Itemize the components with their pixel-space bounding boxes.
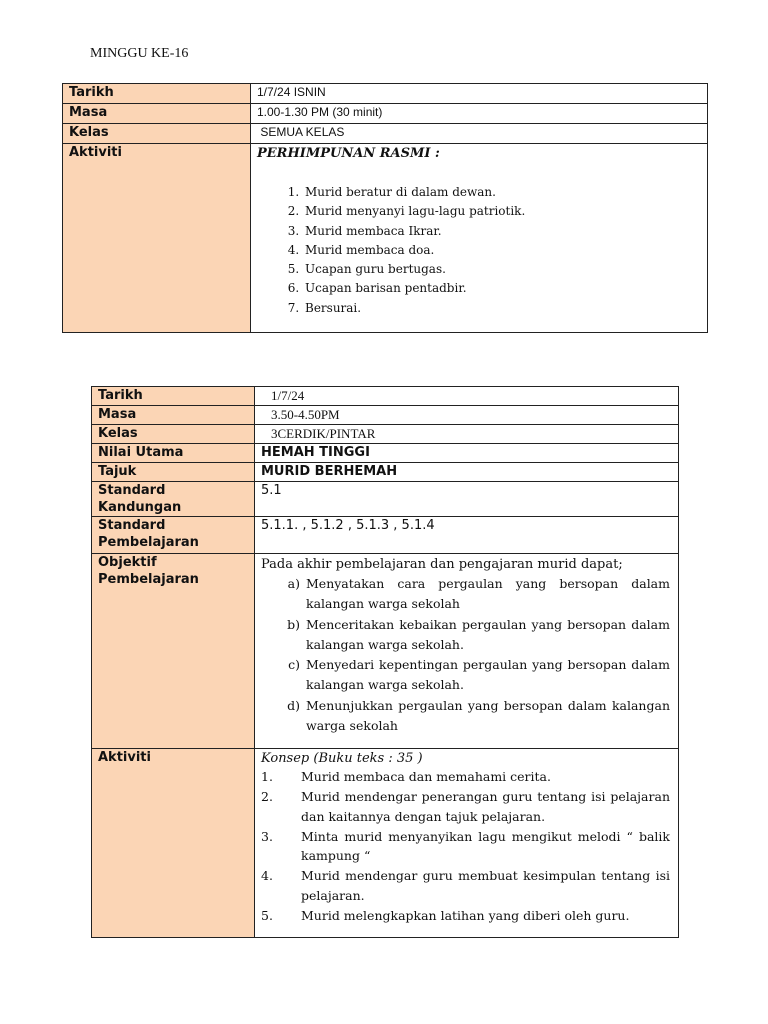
list-item	[261, 866, 672, 905]
list-item	[261, 906, 672, 925]
table-row	[92, 444, 679, 463]
item-text: Murid membaca dan memahami cerita.	[301, 769, 551, 784]
item-text: Menyedari kepentingan pergaulan yang bersopan dalam kalangan warga sekolah.	[306, 657, 670, 692]
table-row	[92, 463, 679, 482]
item-marker: 1.	[261, 769, 273, 784]
list-item	[261, 787, 672, 826]
aktiviti-cell	[255, 749, 679, 938]
item-text: Menyatakan cara pergaulan yang bersopan dalam kalangan warga sekolah	[306, 576, 670, 611]
row-label: Tajuk	[92, 463, 255, 482]
list-item	[261, 574, 672, 614]
row-label: Kelas	[63, 124, 251, 144]
item-marker: 2.	[261, 789, 273, 805]
item-text: Murid mendengar guru membuat kesimpulan tentang isi pelajaran.	[301, 868, 670, 903]
list-item: 3. Murid membaca Ikrar.	[303, 222, 701, 241]
item-marker: 5.	[261, 908, 273, 924]
table-row	[92, 517, 679, 554]
item-marker: a)	[287, 576, 300, 591]
row-label: Aktiviti	[92, 749, 255, 938]
table-row	[63, 124, 708, 144]
list-item: 1. Murid beratur di dalam dewan.	[303, 183, 701, 202]
nilai-value: HEMAH TINGGI	[255, 444, 679, 463]
table-row	[63, 144, 708, 333]
list-item: 7. Bersurai.	[303, 299, 701, 318]
list-item	[261, 767, 672, 786]
item-marker: c)	[288, 657, 300, 672]
item-marker: 3.	[261, 828, 273, 844]
page-title: MINGGU KE-16	[90, 46, 189, 61]
table-row	[63, 104, 708, 124]
table-row	[92, 406, 679, 425]
tajuk-value: MURID BERHEMAH	[255, 463, 679, 482]
assembly-heading: PERHIMPUNAN RASMI :	[257, 146, 440, 161]
item-text: Murid mendengar penerangan guru tentang isi pelajaran dan kaitannya dengan tajuk pelajaran.	[301, 789, 670, 824]
standard-kandungan-value: 5.1	[255, 482, 679, 517]
kelas-value: SEMUA KELAS	[251, 124, 708, 144]
objective-list	[261, 574, 672, 736]
tarikh-value: 1/7/24	[255, 387, 679, 406]
table-row	[63, 84, 708, 104]
kelas-value: 3CERDIK/PINTAR	[255, 425, 679, 444]
row-label: Tarikh	[92, 387, 255, 406]
assembly-steps	[257, 183, 701, 318]
table-row	[92, 425, 679, 444]
list-item	[261, 655, 672, 695]
table-row	[92, 482, 679, 517]
aktiviti-cell	[251, 144, 708, 333]
row-label: Tarikh	[63, 84, 251, 104]
tarikh-value: 1/7/24 ISNIN	[251, 84, 708, 104]
row-label: Standard Kandungan	[92, 482, 255, 517]
item-text: Menunjukkan pergaulan yang bersopan dalam kalangan warga sekolah	[306, 697, 670, 733]
item-text: Minta murid menyanyikan lagu mengikut melodi “ balik kampung “	[301, 828, 670, 864]
row-label: Standard Pembelajaran	[92, 517, 255, 554]
objektif-cell	[255, 554, 679, 749]
objective-intro: Pada akhir pembelajaran dan pengajaran murid dapat;	[261, 557, 623, 572]
row-label: Masa	[63, 104, 251, 124]
item-text: Murid melengkapkan latihan yang diberi oleh guru.	[301, 908, 630, 924]
list-item: 6. Ucapan barisan pentadbir.	[303, 279, 701, 298]
masa-value: 3.50-4.50PM	[255, 406, 679, 425]
list-item	[261, 696, 672, 736]
table-row	[92, 554, 679, 749]
item-marker: d)	[287, 697, 300, 713]
list-item: 2. Murid menyanyi lagu-lagu patriotik.	[303, 202, 701, 221]
table-row	[92, 387, 679, 406]
row-label: Masa	[92, 406, 255, 425]
activity-list	[261, 767, 672, 925]
list-item: 4. Murid membaca doa.	[303, 241, 701, 260]
konsep-heading: Konsep (Buku teks : 35 )	[261, 751, 423, 766]
list-item	[261, 615, 672, 655]
list-item: 5. Ucapan guru bertugas.	[303, 260, 701, 279]
assembly-schedule-table	[62, 83, 708, 333]
list-item	[261, 827, 672, 866]
row-label: Objektif Pembelajaran	[92, 554, 255, 749]
lesson-plan-table	[91, 386, 679, 938]
row-label: Aktiviti	[63, 144, 251, 333]
standard-pembelajaran-value: 5.1.1. , 5.1.2 , 5.1.3 , 5.1.4	[255, 517, 679, 554]
table-row	[92, 749, 679, 938]
item-marker: b)	[287, 616, 300, 632]
masa-value: 1.00-1.30 PM (30 minit)	[251, 104, 708, 124]
row-label: Nilai Utama	[92, 444, 255, 463]
item-text: Menceritakan kebaikan pergaulan yang bersopan dalam kalangan warga sekolah.	[306, 616, 670, 652]
item-marker: 4.	[261, 868, 273, 884]
row-label: Kelas	[92, 425, 255, 444]
